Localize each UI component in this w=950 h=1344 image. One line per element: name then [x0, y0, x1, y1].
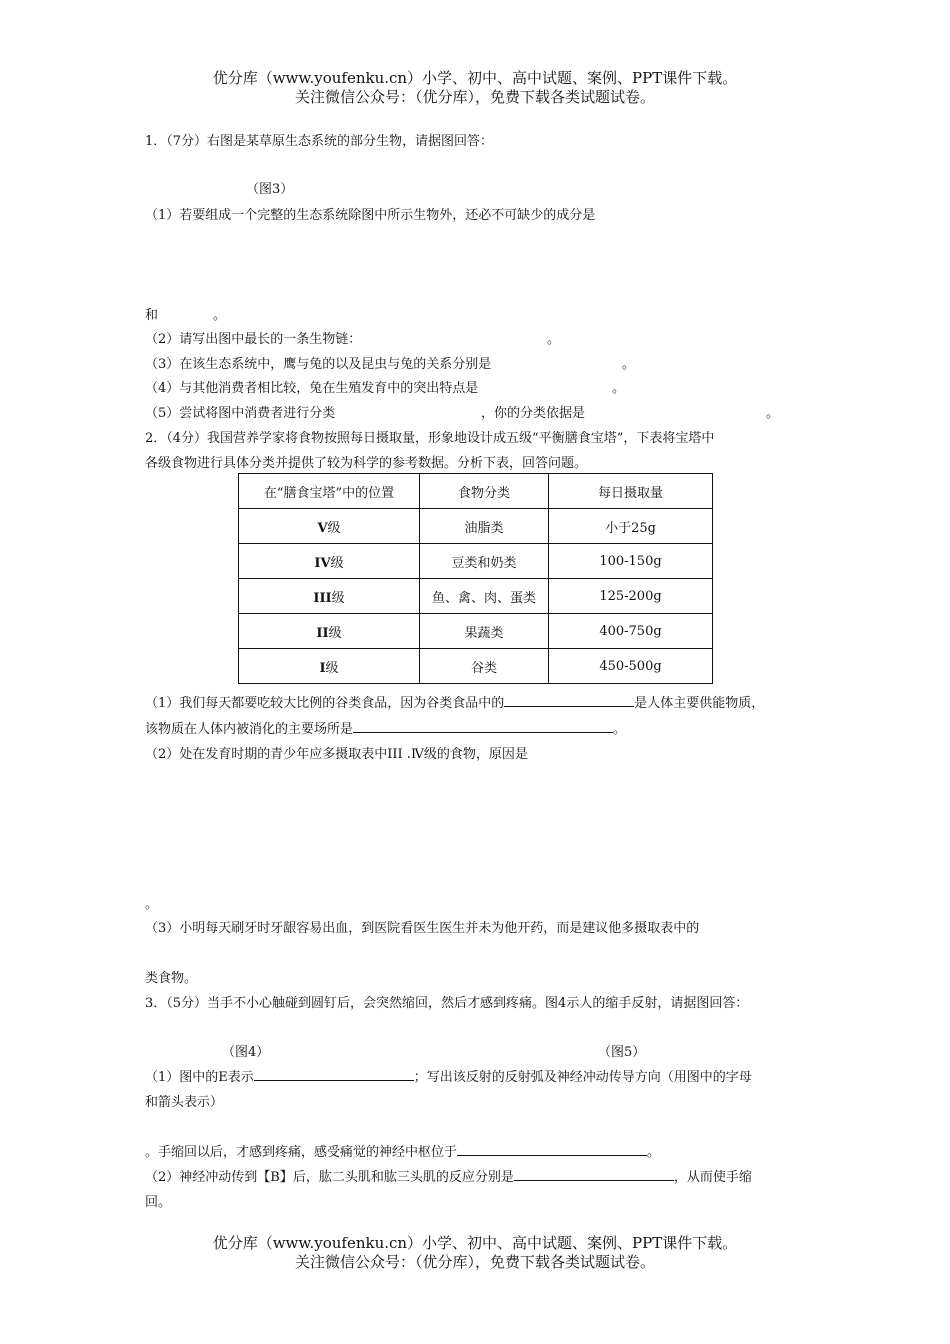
q1-part4-end: 。 — [612, 381, 626, 396]
q1-part1-end: 。 — [213, 308, 227, 323]
table-header-row — [239, 474, 713, 509]
table-cell-level: II级 — [239, 614, 420, 649]
diet-pyramid-table — [238, 473, 713, 684]
table-cell-amount: 450-500g — [549, 649, 713, 684]
table-cell-food: 果蔬类 — [420, 614, 549, 649]
answer-blank[interactable] — [514, 1168, 674, 1181]
footer-line-1: 优分库（www.youfenku.cn）小学、初中、高中试题、案例、PPT课件下载。 — [212, 1234, 738, 1252]
q3-figure4-caption: （图4） — [222, 1045, 270, 1060]
table-header-category: 食物分类 — [420, 474, 549, 509]
q2-part3-end: 类食物。 — [145, 971, 198, 986]
footer-line-2: 关注微信公众号：（优分库），免费下载各类试题试卷。 — [294, 1253, 655, 1271]
table-row — [239, 579, 713, 614]
q1-title: 1．（7分）右图是某草原生态系统的部分生物，请据图回答： — [145, 134, 494, 149]
q3-part2c: 回。 — [145, 1195, 172, 1210]
q1-part5: （5）尝试将图中消费者进行分类 — [145, 406, 336, 421]
q3-part2a: （2）神经冲动传到【B】后，肱二头肌和肱三头肌的反应分别是 ，从而使手缩 — [145, 1170, 752, 1185]
table-cell-amount: 小于25g — [549, 509, 713, 544]
q1-part1-and: 和 — [145, 308, 159, 323]
table-cell-level: III级 — [239, 579, 420, 614]
q3-part1d: 。手缩回以后，才感到疼痛，感受痛觉的神经中枢位于 。 — [145, 1145, 661, 1160]
q1-part2-end: 。 — [547, 332, 561, 347]
table-cell-amount: 125-200g — [549, 579, 713, 614]
q2-part1c: 该物质在人体内被消化的主要场所是 。 — [145, 722, 627, 737]
q1-part2: （2）请写出图中最长的一条生物链： — [145, 332, 362, 347]
q2-title: 2．（4分）我国营养学家将食物按照每日摄取量，形象地设计成五级“平衡膳食宝塔”，下表将宝塔中 — [145, 431, 715, 446]
table-cell-food: 鱼、禽、肉、蛋类 — [420, 579, 549, 614]
answer-blank[interactable] — [254, 1068, 414, 1081]
table-cell-level: IV级 — [239, 544, 420, 579]
q1-part1: （1）若要组成一个完整的生态系统除图中所示生物外，还必不可缺少的成分是 — [145, 208, 596, 223]
q3-part1a: （1）图中的E表示 ；写出该反射的反射弧及神经冲动传导方向（用图中的字母 — [145, 1070, 752, 1085]
answer-blank[interactable] — [353, 720, 613, 733]
header-line-1: 优分库（www.youfenku.cn）小学、初中、高中试题、案例、PPT课件下载。 — [212, 69, 738, 87]
q2-part2-end: 。 — [145, 897, 159, 912]
table-cell-food: 油脂类 — [420, 509, 549, 544]
answer-blank[interactable] — [504, 694, 634, 707]
table-cell-level: I级 — [239, 649, 420, 684]
q3-part1c: 和箭头表示） — [145, 1095, 224, 1110]
table-cell-food: 豆类和奶类 — [420, 544, 549, 579]
q1-part5-end: 。 — [766, 406, 780, 421]
table-header-amount: 每日摄取量 — [549, 474, 713, 509]
table-cell-food: 谷类 — [420, 649, 549, 684]
table-row — [239, 649, 713, 684]
table-cell-amount: 100-150g — [549, 544, 713, 579]
table-header-position: 在“膳食宝塔”中的位置 — [239, 474, 420, 509]
q3-title: 3．（5分）当手不小心触碰到圆钉后，会突然缩回，然后才感到疼痛。图4示人的缩手反射，请据图回答： — [145, 996, 749, 1011]
table-row — [239, 614, 713, 649]
q1-part5-mid: ，你的分类依据是 — [481, 406, 586, 421]
q2-part1a: （1）我们每天都要吃较大比例的谷类食品，因为谷类食品中的 是人体主要供能物质， — [145, 696, 765, 711]
q2-part2: （2）处在发育时期的青少年应多摄取表中III .Ⅳ级的食物，原因是 — [145, 747, 528, 762]
q2-title-2: 各级食物进行具体分类并提供了较为科学的参考数据。分析下表，回答问题。 — [145, 456, 588, 471]
table-cell-amount: 400-750g — [549, 614, 713, 649]
table-row — [239, 544, 713, 579]
table-cell-level: V级 — [239, 509, 420, 544]
answer-blank[interactable] — [457, 1143, 647, 1156]
q1-part3: （3）在该生态系统中，鹰与兔的以及昆虫与兔的关系分别是 — [145, 357, 492, 372]
table-row — [239, 509, 713, 544]
q1-figure-caption: （图3） — [246, 182, 294, 197]
q1-part3-end: 。 — [622, 357, 636, 372]
q2-part3: （3）小明每天刷牙时牙龈容易出血，到医院看医生医生并未为他开药，而是建议他多摄取表中的 — [145, 921, 700, 936]
q3-figure5-caption: （图5） — [598, 1045, 646, 1060]
q1-part4: （4）与其他消费者相比较，兔在生殖发育中的突出特点是 — [145, 381, 479, 396]
header-line-2: 关注微信公众号：（优分库），免费下载各类试题试卷。 — [294, 88, 655, 106]
